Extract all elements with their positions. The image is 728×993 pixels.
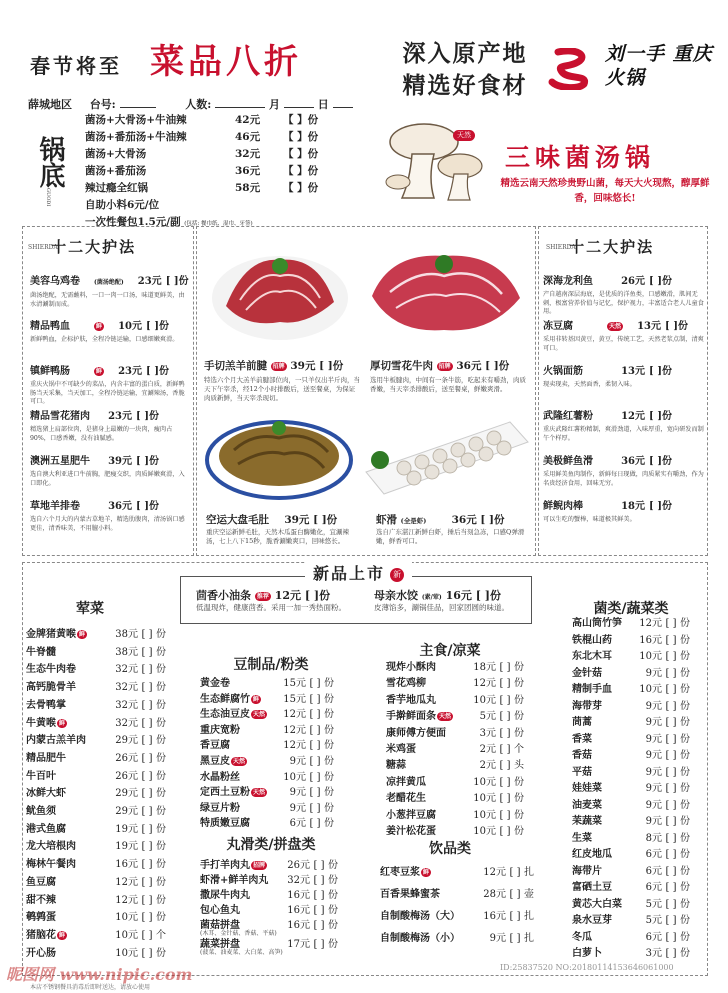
menu-row[interactable]: 糖蒜 2元 [ ] 头 — [386, 760, 524, 772]
menu-row[interactable]: 鱼豆腐 12元 [ ] 份 — [26, 876, 166, 888]
menu-row[interactable]: 猪脑花 鲜 10元 [ ] 个 — [26, 929, 166, 941]
menu-row[interactable]: 红枣豆浆 鲜 12元 [ ] 扎 — [380, 867, 534, 878]
menu-row[interactable]: 现炸小酥肉 18元 [ ] 份 — [386, 662, 524, 673]
guodi-item[interactable]: 辣过瘾全红锅 58元 【 】份 — [85, 182, 319, 194]
center-item-4-desc: 选自广东湛江新鲜白虾，捶后当刻急冻，口感Q弹滑嫩，鲜香可口。 — [376, 528, 525, 545]
menu-row[interactable]: 手打羊肉丸 招牌 26元 [ ] 份 — [200, 860, 338, 871]
veg-list — [572, 616, 708, 963]
menu-row[interactable]: 牛黄喉 鲜 32元 [ ] 份 — [26, 717, 166, 729]
panel-item[interactable]: 精品鸭血 鲜 10元 [ ]份 新鲜鸭血，企标护肤，全程冷链运输，口感细嫩爽滑。 — [30, 321, 179, 343]
menu-row[interactable]: 重庆宽粉 12元 [ ] 份 — [200, 724, 334, 736]
panel-item[interactable]: 火锅面筋 13元 [ ]份 现卖现卖，天然面香，柔韧入味。 — [543, 366, 672, 388]
shrimp-paste-photo — [360, 402, 532, 502]
brand-logo-icon — [548, 48, 598, 90]
menu-row[interactable]: 甜不辣 12元 [ ] 份 — [26, 894, 166, 906]
menu-row[interactable]: 海带片 6元 [ ] 份 — [572, 865, 690, 877]
menu-row[interactable]: 金牌猪黄喉 鲜 38元 [ ] 份 — [26, 629, 166, 640]
menu-row[interactable]: 娃娃菜 9元 [ ] 份 — [572, 783, 690, 794]
menu-row[interactable]: 蔬菜拼盘 17元 [ ] 份 — [200, 939, 338, 950]
drinks-list — [380, 862, 540, 950]
menu-row[interactable]: 虾滑+鲜羊肉丸 32元 [ ] 份 — [200, 875, 338, 886]
menu-row[interactable]: 香芋地瓜丸 10元 [ ] 份 — [386, 694, 524, 706]
guodi-list — [85, 112, 345, 233]
menu-row[interactable]: 内蒙古羔羊肉 29元 [ ] 份 — [26, 735, 166, 747]
menu-row[interactable]: 泉水豆芽 5元 [ ] 份 — [572, 915, 690, 926]
menu-row[interactable]: 生态油豆皮 天然 12元 [ ] 份 — [200, 709, 334, 721]
beef-photo — [360, 236, 530, 346]
center-item-1-desc: 特选六个月大羔羊前腱部位肉，一只羊仅出半斤肉，当天下午宰杀，经12个小时排酸后，送至餐桌，为保证肉质新鲜，当天宰杀现切。 — [204, 376, 360, 402]
menu-row[interactable]: 自制酸梅汤（小） 9元 [ ] 扎 — [380, 933, 534, 944]
menu-row[interactable]: 平菇 9元 [ ] 份 — [572, 766, 690, 778]
guodi-item[interactable]: 菌汤+番茄汤 36元 【 】份 — [85, 165, 319, 177]
menu-row[interactable]: 凉拌黄瓜 10元 [ ] 份 — [386, 776, 524, 788]
feature-name: 三味菌汤锅 — [505, 143, 656, 172]
promo-title-discount: 菜品八折 — [150, 42, 302, 82]
sauce-fee: 自助小料6元/位 — [85, 199, 160, 211]
menu-row[interactable]: 米鸡蛋 2元 [ ] 个 — [386, 744, 524, 756]
left-panel-title: SHIERDA 十二大护法 — [28, 238, 137, 256]
menu-row[interactable]: 精品肥牛 26元 [ ] 份 — [26, 752, 166, 764]
guodi-item[interactable]: 菌汤+大骨汤+牛油辣 42元 【 】份 — [85, 114, 319, 126]
menu-row[interactable]: 龙大培根肉 19元 [ ] 份 — [26, 841, 166, 853]
lamb-photo — [206, 236, 354, 346]
panel-item[interactable]: 澳洲五星肥牛 39元 [ ]份 选自澳大利亚进口牛前胸，肥瘦交织，肉质鲜嫩爽滑，入口即化。 — [30, 456, 185, 487]
panel-item[interactable]: 镇鲜鸭肠 鲜 23元 [ ]份 重庆火锅中不可缺少的菜品，内含丰富的蛋白质，新鲜鸭肠当天采集，当天加工，全程冷链运输，宜涮辣汤，香脆可口。 — [30, 366, 185, 405]
menu-row[interactable]: 黄芯大白菜 5元 [ ] 份 — [572, 898, 690, 910]
guodi-item[interactable]: 菌汤+大骨汤 32元 【 】份 — [85, 148, 319, 160]
staple-list — [386, 660, 536, 840]
menu-row[interactable]: 苿蔬菜 9元 [ ] 份 — [572, 816, 690, 827]
menu-row[interactable]: 生态鲜腐竹 鲜 15元 [ ] 份 — [200, 693, 334, 705]
menu-row[interactable]: 水晶粉丝 10元 [ ] 份 — [200, 771, 334, 783]
center-item-3-desc: 重庆空运新鲜毛肚，天然木瓜蛋白酶嫩化，宜涮辣汤，七上八下15秒，脆香涮嫩爽口，回味悠长。 — [206, 528, 349, 545]
menu-row[interactable]: 冰鲜大虾 29元 [ ] 份 — [26, 788, 166, 800]
menu-row[interactable]: 金针菇 9元 [ ] 份 — [572, 667, 690, 679]
menu-row[interactable]: 铁棍山药 16元 [ ] 份 — [572, 634, 690, 646]
tripe-photo — [204, 402, 354, 502]
new-items-title: 新品上市 新 — [305, 561, 412, 584]
staple-title: 主食/凉菜 — [419, 643, 481, 659]
veg-title: 菌类/蔬菜类 — [593, 601, 669, 617]
menu-row[interactable]: 高钙脆骨羊 32元 [ ] 份 — [26, 682, 166, 694]
month-label: 月 — [269, 98, 281, 111]
menu-row[interactable]: 东北木耳 10元 [ ] 份 — [572, 651, 690, 662]
panel-item[interactable]: 美极鲜鱼滑 36元 [ ]份 采用鲜美鱼肉制作，新鲜每日现做，肉质紧实有嚼劲，作为名贵经济食用，回味无穷。 — [543, 456, 704, 487]
menu-row[interactable]: 港式鱼腐 19元 [ ] 份 — [26, 823, 166, 835]
feature-description: 精选云南天然珍贵野山菌，每天大火现熬，醇厚鲜香，回味悠长! — [500, 178, 710, 204]
menu-row[interactable]: 冬瓜 6元 [ ] 份 — [572, 931, 690, 943]
menu-row[interactable]: 自制酸梅汤（大） 16元 [ ] 扎 — [380, 911, 534, 922]
menu-row[interactable]: 绿豆片粉 9元 [ ] 份 — [200, 802, 334, 814]
balls-title: 丸滑类/拼盘类 — [226, 837, 316, 853]
promo-title-left: 春节将至 — [30, 54, 122, 78]
panel-item[interactable]: 精品雪花猪肉 23元 [ ]份 精选猪上肩部位肉，是猪身上最嫩的一块肉，瘦肉占90%，口感香嫩，没有油腻感。 — [30, 411, 173, 442]
menu-row[interactable]: 康师傅方便面 3元 [ ] 份 — [386, 727, 524, 739]
menu-row[interactable]: 海带芽 9元 [ ] 份 — [572, 700, 690, 712]
center-item-3: 空运大盘毛肚 39元 [ ]份 — [206, 514, 338, 526]
center-item-4: 虾滑 (全是虾) 36元 [ ]份 — [376, 514, 505, 526]
meat-list — [26, 626, 182, 962]
panel-item[interactable]: 鲜鲵肉棒 18元 [ ]份 可以生吃的蟹棒，味道极其鲜美。 — [543, 501, 672, 523]
menu-row[interactable]: 红皮地瓜 6元 [ ] 份 — [572, 849, 690, 860]
watermark: 昵图网 www.nipic.com — [6, 965, 193, 984]
tableware-fee: 一次性餐包1.5元/副 (包括: 餐巾纸、湿巾、牙签) — [85, 216, 253, 228]
menu-row[interactable]: 鹌鹑蛋 10元 [ ] 份 — [26, 912, 166, 924]
menu-row[interactable]: 鱿鱼须 29元 [ ] 份 — [26, 806, 166, 818]
menu-row[interactable]: 开心肠 10元 [ ] 份 — [26, 947, 166, 959]
menu-row[interactable]: 白萝卜 3元 [ ] 份 — [572, 948, 690, 959]
right-panel-title: SHIERDA 十二大护法 — [546, 238, 655, 256]
slogan-line-1: 深入原产地 — [402, 40, 528, 67]
menu-row[interactable]: 香豆腐 12元 [ ] 份 — [200, 740, 334, 752]
watermark-id: ID:25837520 NO:20180114153646061000 — [500, 963, 674, 972]
menu-row[interactable]: 牛脊髓 38元 [ ] 份 — [26, 646, 166, 658]
menu-row[interactable]: 茼蒿 9元 [ ] 份 — [572, 717, 690, 728]
region-label: 薛城地区 — [28, 98, 72, 111]
panel-item[interactable]: 深海龙利鱼 26元 [ ]份 产自越南深层海底，是优质的洋鱼类，口感嫩滑，肌间无刺，极富营养价值与记忆，保护视力，丰富适合老人儿童食用。 — [543, 276, 704, 315]
new-item-1: 茴香小油条 推荐 12元 [ ]份 低温现炸，健康茴香。采用一加一秀热面粉。 — [196, 589, 346, 612]
menu-row[interactable]: 去骨鸭掌 32元 [ ] 份 — [26, 699, 166, 711]
slogan — [395, 38, 535, 102]
menu-row[interactable]: 菌菇拼盘 16元 [ ] 份 — [200, 920, 338, 931]
menu-row[interactable]: 姜汁松花蛋 10元 [ ] 份 — [386, 826, 524, 838]
menu-row[interactable]: 定西土豆粉 天然 9元 [ ] 份 — [200, 787, 334, 799]
footer-note: 本店不锈钢餐具消毒后即时送达，请放心使用 — [30, 984, 151, 991]
panel-item[interactable]: 武隆红薯粉 12元 [ ]份 重庆武隆红薯粉精制，爽滑劲道，入味厚重，宽向研发而制午个样厚。 — [543, 411, 704, 442]
day-label: 日 — [317, 98, 329, 111]
menu-row[interactable]: 黑豆皮 天然 9元 [ ] 份 — [200, 755, 334, 767]
drinks-title: 饮品类 — [429, 841, 471, 857]
menu-row[interactable]: 小葱拌豆腐 10元 [ ] 份 — [386, 809, 524, 821]
new-badge-icon: 新 — [390, 568, 404, 582]
guest-count-label: 人数: — [185, 98, 212, 111]
menu-row[interactable]: 生态牛肉卷 32元 [ ] 份 — [26, 664, 166, 676]
center-item-2-desc: 选用牛板腱肉，中间有一条牛筋，吃起来有嚼劲，肉质香嫩，当天宰杀排酸后，送至餐桌，鲜嫩爽滑。 — [370, 376, 526, 393]
brand-name: 刘一手 重庆火锅 — [605, 43, 713, 89]
menu-row[interactable]: 梅林午餐肉 16元 [ ] 份 — [26, 859, 166, 871]
feature-badge: 天然 — [453, 125, 475, 144]
guodi-item[interactable]: 菌汤+番茄汤+牛油辣 46元 【 】份 — [85, 131, 319, 143]
menu-row[interactable]: 黄金卷 15元 [ ] 份 — [200, 678, 334, 689]
menu-row[interactable]: 精制手血 10元 [ ] 份 — [572, 684, 690, 695]
panel-item[interactable]: 美容乌鸡卷 (菌汤绝配) 23元 [ ]份 菌汤绝配，无需蘸料，一口一肉一口汤，味道更鲜美，由水清涮制而成。 — [30, 276, 189, 308]
slogan-line-2: 精选好食材 — [402, 72, 528, 99]
guodi-label: 锅底 GUODI — [35, 136, 65, 207]
new-item-2: 母亲水饺 (素/荤) 16元 [ ]份 皮薄馅多，涮锅佳品，回家团圆的味道。 — [374, 589, 509, 612]
left-panel-items — [30, 275, 190, 545]
meat-title: 荤菜 — [76, 601, 104, 617]
menu-row[interactable]: 富硒土豆 6元 [ ] 份 — [572, 882, 690, 893]
menu-row[interactable]: 牛百叶 26元 [ ] 份 — [26, 770, 166, 782]
menu-row[interactable]: 手擀鲜面条 天然 5元 [ ] 份 — [386, 711, 524, 723]
menu-row[interactable]: 高山筒竹笋 12元 [ ] 份 — [572, 618, 690, 629]
menu-row[interactable]: 雪花鸡柳 12元 [ ] 份 — [386, 678, 524, 690]
menu-row[interactable]: 油麦菜 9元 [ ] 份 — [572, 799, 690, 811]
table-number-label: 台号: — [89, 98, 116, 111]
tofu-list — [200, 676, 350, 832]
promo-title — [30, 50, 122, 79]
right-panel-items — [543, 275, 705, 545]
menu-row[interactable]: 百香果蜂蜜茶 28元 [ ] 壶 — [380, 889, 534, 900]
menu-row[interactable]: 香菜 9元 [ ] 份 — [572, 733, 690, 745]
menu-row[interactable]: 老醋花生 10元 [ ] 份 — [386, 793, 524, 805]
order-form-line — [28, 96, 353, 112]
menu-row[interactable]: 生菜 8元 [ ] 份 — [572, 832, 690, 844]
menu-row[interactable]: 撒尿牛肉丸 16元 [ ] 份 — [200, 890, 338, 901]
balls-list: 手打羊肉丸 招牌 26元 [ ] 份 虾滑+鲜羊肉丸 32元 [ ] 份 撒尿牛肉丸 16元 [ ] 份 包心鱼丸 16元 [ ] 份 菌菇拼盘 16元 [ ] 份 (木耳、金针菇、香菇、平菇) 蔬菜拼盘 17元 [ ] 份 (菠菜、油麦菜、大白菜、高笋) — [200, 858, 350, 956]
menu-row[interactable]: 特质嫩豆腐 6元 [ ] 份 — [200, 818, 334, 830]
panel-item[interactable]: 冻豆腐 天然 13元 [ ]份 采用非转基因黄豆，黄豆，传统工艺，天然老浆点制，清爽可口。 — [543, 321, 704, 352]
menu-row[interactable]: 香菇 9元 [ ] 份 — [572, 750, 690, 761]
center-item-1: 手切羔羊前腱 招牌 39元 [ ]份 — [204, 360, 344, 372]
center-item-2: 厚切雪花牛肉 招牌 36元 [ ]份 — [370, 360, 510, 372]
menu-row[interactable]: 包心鱼丸 16元 [ ] 份 — [200, 905, 338, 916]
tofu-title: 豆制品/粉类 — [233, 657, 309, 673]
panel-item[interactable]: 草地羊排卷 36元 [ ]份 选自六个月大的内蒙古草地羊，精选肋腹肉，清汤锅口感更佳，清香味美，不用膻小料。 — [30, 501, 185, 532]
